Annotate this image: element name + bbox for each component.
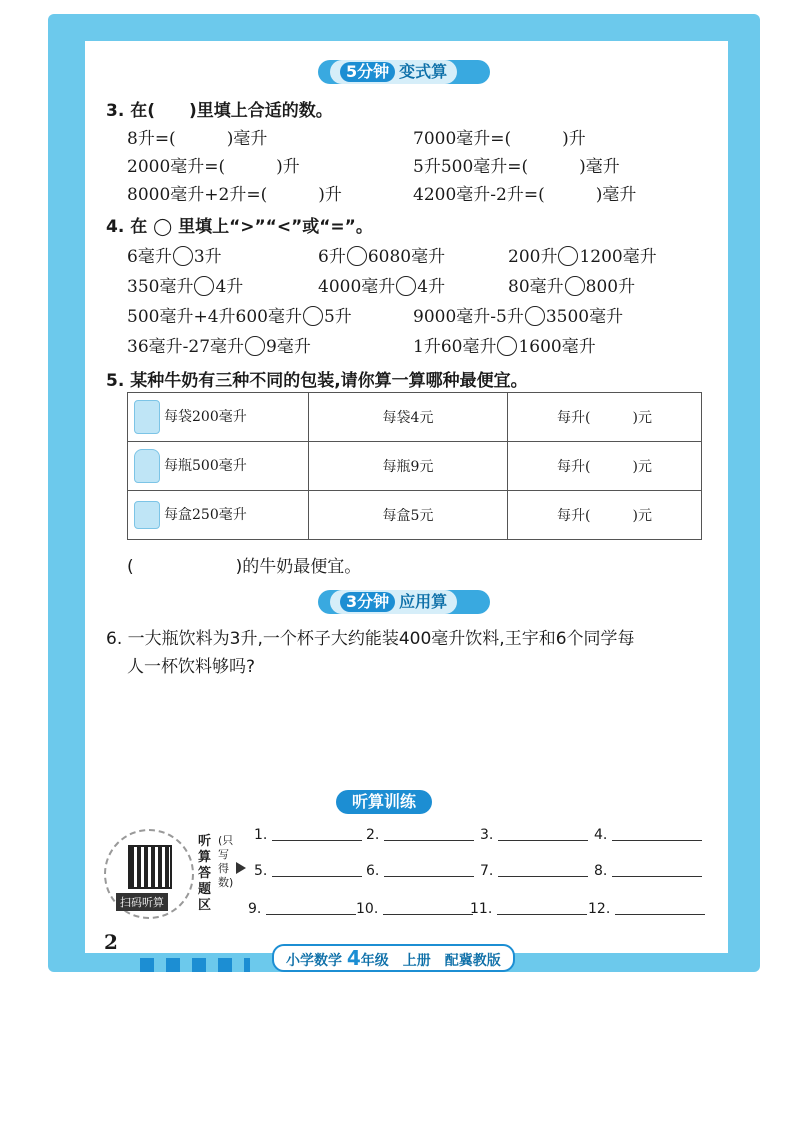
milk-bottle-icon <box>134 449 160 483</box>
answer-slot[interactable]: 1. <box>254 822 362 843</box>
qr-code-icon <box>128 845 172 889</box>
section-title: 应用算 <box>399 592 448 611</box>
answer-slot[interactable]: 10. <box>356 896 473 917</box>
answer-slot[interactable]: 4. <box>594 822 702 843</box>
pack-cell: 每盒250毫升 <box>128 491 309 540</box>
decorative-stripes <box>140 958 250 972</box>
table-row <box>128 442 702 491</box>
question-6-line2: 人一杯饮料够吗? <box>127 657 256 677</box>
q3-item: 2000毫升=( )升 <box>127 157 300 177</box>
compare-circle-blank[interactable] <box>173 246 193 266</box>
section-header-variant <box>330 60 457 84</box>
price-cell: 每瓶9元 <box>309 442 508 491</box>
answer-slot[interactable]: 9. <box>248 896 356 917</box>
compare-circle-blank[interactable] <box>194 276 214 296</box>
price-cell: 每袋4元 <box>309 393 508 442</box>
answer-slot[interactable]: 8. <box>594 858 702 879</box>
question-6-line1: 6. 一大瓶饮料为3升,一个杯子大约能装400毫升饮料,王宇和6个同学每 <box>106 629 635 649</box>
answer-slot[interactable]: 12. <box>588 896 705 917</box>
compare-circle-blank[interactable] <box>497 336 517 356</box>
q3-item: 7000毫升=( )升 <box>413 129 586 149</box>
table-row <box>128 491 702 540</box>
answer-slot[interactable]: 5. <box>254 858 362 879</box>
section-minutes: 3分钟 <box>340 592 395 612</box>
pack-cell: 每袋200毫升 <box>128 393 309 442</box>
unit-price-blank[interactable]: 每升( )元 <box>508 393 702 442</box>
compare-circle-blank[interactable] <box>396 276 416 296</box>
compare-circle-blank[interactable] <box>558 246 578 266</box>
qr-label: 扫码听算 <box>116 893 168 911</box>
answer-slot[interactable]: 3. <box>480 822 588 843</box>
pack-cell: 每瓶500毫升 <box>128 442 309 491</box>
page-number: 2 <box>104 930 118 954</box>
q4-item: 350毫升 4升 <box>127 277 244 297</box>
qr-code-area[interactable] <box>104 829 194 919</box>
q5-answer-line[interactable]: ( )的牛奶最便宜。 <box>127 557 362 577</box>
milk-bag-icon <box>134 400 160 434</box>
q3-item: 8升=( )毫升 <box>127 129 268 149</box>
q3-item: 4200毫升-2升=( )毫升 <box>413 185 637 205</box>
answer-area-label: 听算答题区 <box>198 834 212 913</box>
compare-circle-blank[interactable] <box>347 246 367 266</box>
section-header-application <box>330 590 457 614</box>
q4-item: 4000毫升 4升 <box>318 277 446 297</box>
price-cell: 每盒5元 <box>309 491 508 540</box>
table-row <box>128 393 702 442</box>
book-info: 小学数学 4年级 上册 配冀教版 <box>272 944 515 972</box>
q3-item: 8000毫升+2升=( )升 <box>127 185 342 205</box>
q4-item: 80毫升 800升 <box>508 277 636 297</box>
answer-slot[interactable]: 11. <box>470 896 587 917</box>
q4-item: 1升60毫升 1600毫升 <box>413 337 596 357</box>
listening-title: 听算训练 <box>336 790 432 814</box>
milk-box-icon <box>134 501 160 529</box>
question-3-title: 3. 在( )里填上合适的数。 <box>106 101 333 121</box>
section-minutes: 5分钟 <box>340 62 395 82</box>
compare-circle-blank[interactable] <box>525 306 545 326</box>
answer-slot[interactable]: 6. <box>366 858 474 879</box>
question-4-title: 4. 在 ◯ 里填上“>”“<”或“=”。 <box>106 217 373 237</box>
q3-item: 5升500毫升=( )毫升 <box>413 157 620 177</box>
compare-circle-blank[interactable] <box>303 306 323 326</box>
q4-item: 500毫升+4升600毫升 5升 <box>127 307 352 327</box>
q4-item: 200升 1200毫升 <box>508 247 657 267</box>
arrow-right-icon <box>236 862 246 874</box>
milk-price-table <box>127 392 702 540</box>
question-5-title: 5. 某种牛奶有三种不同的包装,请你算一算哪种最便宜。 <box>106 371 528 391</box>
answer-slot[interactable]: 7. <box>480 858 588 879</box>
q4-item: 6升 6080毫升 <box>318 247 446 267</box>
q4-item: 9000毫升-5升 3500毫升 <box>413 307 624 327</box>
q4-item: 36毫升-27毫升 9毫升 <box>127 337 311 357</box>
answer-area-note: (只写得数) <box>218 834 234 889</box>
unit-price-blank[interactable]: 每升( )元 <box>508 442 702 491</box>
q4-item: 6毫升 3升 <box>127 247 222 267</box>
answer-slot[interactable]: 2. <box>366 822 474 843</box>
unit-price-blank[interactable]: 每升( )元 <box>508 491 702 540</box>
grade-number: 4 <box>346 946 361 970</box>
section-title: 变式算 <box>399 62 448 81</box>
compare-circle-blank[interactable] <box>245 336 265 356</box>
compare-circle-blank[interactable] <box>565 276 585 296</box>
